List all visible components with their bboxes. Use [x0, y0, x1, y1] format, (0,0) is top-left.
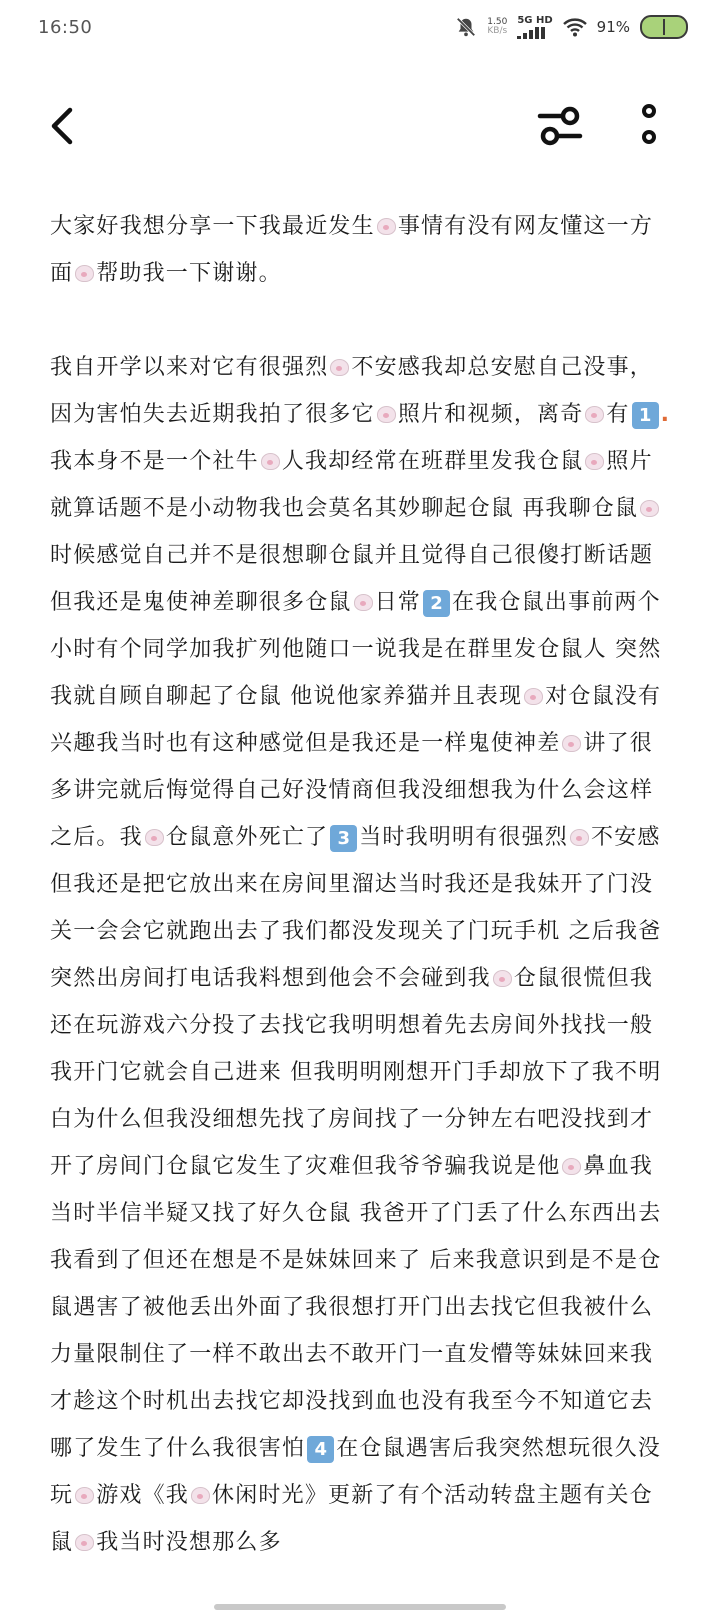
- keycap-two-icon: 2: [423, 590, 450, 617]
- keycap-four-icon: 4: [307, 1436, 334, 1463]
- text-run: 不安感但我还是把它放出来在房间里溜达当时我还是我妹开了门没关一会会它就跑出去了我们都没发现关了门玩手机 之后我爸突然出房间打电话我料想到他会不会碰到我: [50, 825, 662, 991]
- cellular-block: [517, 16, 552, 39]
- back-button[interactable]: [44, 104, 84, 148]
- paw-emoji-icon: [640, 500, 659, 517]
- more-options-button[interactable]: [634, 102, 664, 150]
- paw-emoji-icon: [524, 688, 543, 705]
- network-speed-value: 1.50: [487, 17, 508, 27]
- paw-emoji-icon: [75, 265, 94, 282]
- text-run: 当时我明明有很强烈: [359, 825, 569, 850]
- paw-emoji-icon: [191, 1487, 210, 1504]
- text-run: 鼻血我当时半信半疑又找了好久仓鼠 我爸开了门丢了什么东西出去我看到了但还在想是不是妹妹回来了 后来我意识到是不是仓鼠遇害了被他丢出外面了我很想打开门出去找它但我被什么力量限制住了一样不敢出去不敢开门一直发懵等妹妹回来我才趁这个时机出去找它却没找到血也没有我至今不知道它去哪了发生了什么我很害怕: [50, 1154, 662, 1461]
- paw-emoji-icon: [145, 829, 164, 846]
- text-run: 我当时没想那么多: [96, 1530, 282, 1555]
- text-run: 我本身不是一个社牛: [50, 449, 259, 474]
- paw-emoji-icon: [75, 1487, 94, 1504]
- home-indicator[interactable]: [214, 1604, 506, 1610]
- story-paragraph: [50, 344, 675, 1566]
- text-run: 日常: [374, 590, 422, 615]
- paw-emoji-icon: [493, 970, 512, 987]
- paw-emoji-icon: [330, 359, 349, 376]
- paw-emoji-icon: [354, 594, 373, 611]
- chevron-left-icon: [54, 110, 70, 142]
- paw-emoji-icon: [585, 453, 604, 470]
- network-speed: [487, 18, 507, 36]
- status-bar: [0, 0, 720, 56]
- network-type: 5G HD: [517, 14, 553, 26]
- text-run: 有: [606, 402, 630, 427]
- paw-emoji-icon: [570, 829, 589, 846]
- keycap-three-icon: 3: [330, 825, 357, 852]
- text-run: 人我却经常在班群里发我仓鼠: [281, 449, 584, 474]
- paragraph-gap: [50, 297, 675, 344]
- wifi-icon: [563, 17, 587, 37]
- paw-emoji-icon: [562, 1158, 581, 1175]
- network-speed-unit: KB/s: [487, 26, 508, 36]
- text-run: .: [660, 402, 669, 427]
- intro-paragraph: [50, 203, 675, 297]
- status-time: 16:50: [38, 17, 93, 38]
- text-run: 讲了很多讲完就后悔觉得自己好没情商但我没细想我为什么会这样之后。我: [50, 731, 654, 850]
- text-run: 休闲时光》更新了有个活动转盘主题有关仓鼠: [50, 1483, 653, 1555]
- cellular-signal-icon: [517, 27, 545, 39]
- text-run: 照片 就算话题不是小动物我也会莫名其妙聊起仓鼠 再我聊仓鼠: [50, 449, 653, 521]
- text-run: 仓鼠很慌但我还在玩游戏六分投了去找它我明明想着先去房间外找找一般我开门它就会自己进来 但我明明刚想开门手却放下了我不明白为什么但我没细想先找了房间找了一分钟左右吧没找到才开了房间门仓鼠它发生了灾难但我爷爷骗我说是他: [50, 966, 662, 1179]
- more-vertical-icon: [644, 106, 654, 142]
- text-run: 帮助我一下谢谢。: [96, 261, 282, 286]
- paw-emoji-icon: [75, 1534, 94, 1551]
- text-run: 不安感我却总安慰自己没事，因为害怕失去近期我拍了很多它: [50, 355, 654, 427]
- text-run: 大家好我想分享一下我最近发生: [50, 214, 375, 239]
- text-run: 事情有没有网友懂这一方面: [50, 214, 654, 286]
- text-run: 仓鼠意外死亡了: [165, 825, 329, 850]
- paw-emoji-icon: [585, 406, 604, 423]
- paw-emoji-icon: [261, 453, 280, 470]
- filter-button[interactable]: [536, 102, 584, 150]
- text-run: 照片和视频，离奇: [397, 402, 584, 427]
- paw-emoji-icon: [377, 406, 396, 423]
- battery-icon: [640, 15, 688, 39]
- battery-percent: 91%: [596, 18, 630, 36]
- text-run: 我自开学以来对它有很强烈: [50, 355, 329, 380]
- text-run: 对仓鼠没有兴趣我当时也有这种感觉但是我还是一样鬼使神差: [50, 684, 662, 756]
- top-nav-bar: [0, 90, 720, 162]
- article-body: [50, 203, 675, 1566]
- filter-sliders-icon: [540, 109, 580, 143]
- text-run: 在仓鼠遇害后我突然想玩很久没玩: [50, 1436, 662, 1508]
- bell-off-icon: [455, 16, 477, 38]
- status-icons: [455, 12, 688, 42]
- paw-emoji-icon: [562, 735, 581, 752]
- text-run: 游戏《我: [96, 1483, 190, 1508]
- text-run: 在我仓鼠出事前两个小时有个同学加我扩列他随口一说我是在群里发仓鼠人 突然我就自顾自聊起了仓鼠 他说他家养猫并且表现: [50, 590, 662, 709]
- keycap-one-icon: 1: [632, 402, 659, 429]
- paw-emoji-icon: [377, 218, 396, 235]
- text-run: 时候感觉自己并不是很想聊仓鼠并且觉得自己很傻打断话题但我还是鬼使神差聊很多仓鼠: [50, 543, 654, 615]
